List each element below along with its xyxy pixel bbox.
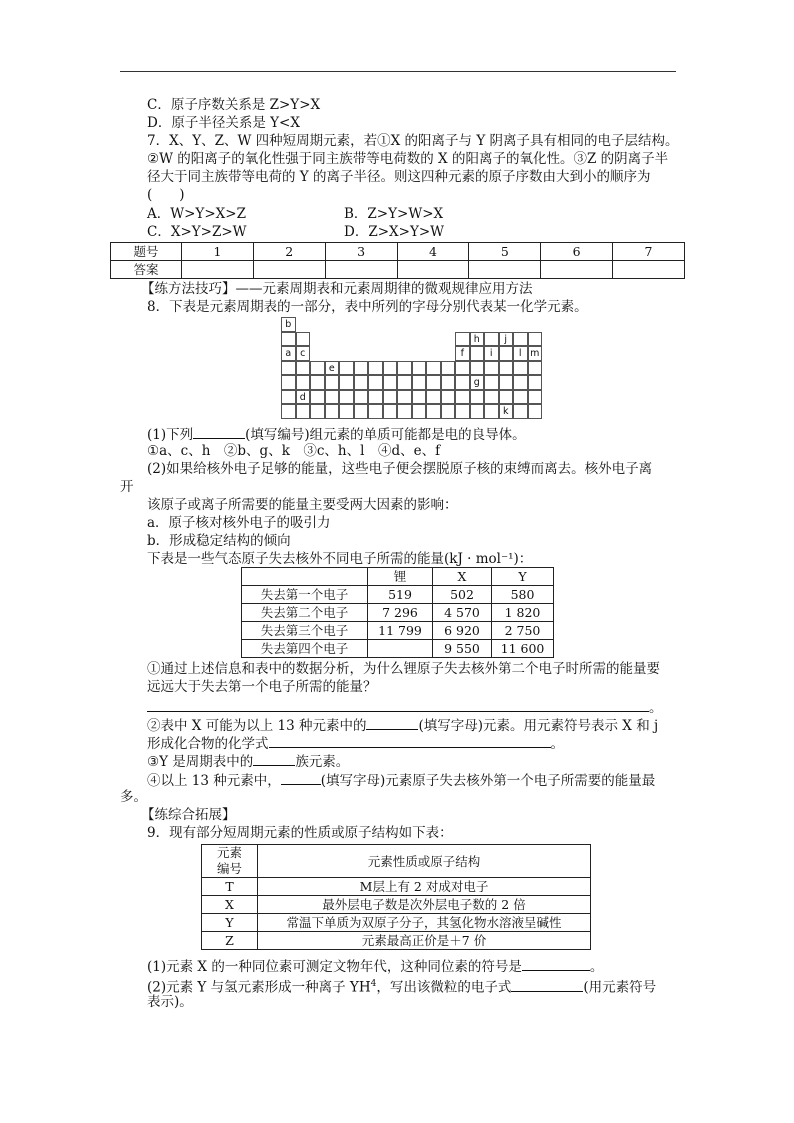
table-cell: M层上有 2 对成对电子 bbox=[258, 878, 591, 896]
table-row bbox=[242, 568, 554, 586]
element-cell bbox=[484, 404, 499, 419]
q8-table-intro: 下表是一些气态原子失去核外不同电子所需的能量(kJ · mol⁻¹)： bbox=[147, 551, 533, 567]
answer-row-label: 答案 bbox=[111, 261, 182, 279]
table-cell: 失去第二个电子 bbox=[242, 604, 368, 622]
answer-table-header-cell: 2 bbox=[253, 243, 325, 261]
table-cell: 6 920 bbox=[433, 622, 492, 640]
q8-sub2-period: 。 bbox=[550, 736, 564, 752]
element-cell bbox=[499, 346, 514, 361]
element-cell bbox=[528, 375, 543, 390]
element-property-table bbox=[201, 844, 591, 950]
element-cell-h: h bbox=[470, 332, 485, 347]
q8-factor-b: b．形成稳定结构的倾向 bbox=[147, 533, 291, 549]
element-cell bbox=[368, 375, 383, 390]
header-number-label: 编号 bbox=[216, 861, 242, 876]
element-cell bbox=[513, 375, 528, 390]
table-row bbox=[202, 896, 591, 914]
element-cell bbox=[325, 390, 340, 405]
q7-line3: 径大于同主族带等电荷的 Y 的离子半径。则这四种元素的原子序数由大到小的顺序为 bbox=[147, 169, 651, 185]
element-cell bbox=[368, 390, 383, 405]
element-cell-d: d bbox=[296, 390, 311, 405]
answer-cell[interactable] bbox=[541, 261, 613, 279]
q8-sub4-line2: 多。 bbox=[120, 789, 147, 805]
element-cell bbox=[281, 404, 296, 419]
q8-factor-a: a．原子核对核外电子的吸引力 bbox=[147, 515, 331, 531]
element-cell bbox=[513, 390, 528, 405]
answer-table-answer-row bbox=[111, 261, 685, 279]
q6-option-d: D．原子半径关系是 Y<X bbox=[147, 115, 300, 131]
element-cell bbox=[354, 361, 369, 376]
table-cell: 4 570 bbox=[433, 604, 492, 622]
element-cell bbox=[296, 404, 311, 419]
element-cell bbox=[441, 361, 456, 376]
element-cell bbox=[339, 390, 354, 405]
q8-sub2-line2 bbox=[147, 734, 564, 753]
element-cell bbox=[484, 375, 499, 390]
element-cell bbox=[281, 375, 296, 390]
table-cell: Z bbox=[202, 932, 258, 950]
element-cell bbox=[354, 404, 369, 419]
table-row bbox=[202, 878, 591, 896]
answer-cell[interactable] bbox=[182, 261, 254, 279]
element-cell bbox=[455, 390, 470, 405]
element-cell bbox=[281, 361, 296, 376]
table-row bbox=[242, 586, 554, 604]
q9-part1-text: (1)元素 X 的一种同位素可测定文物年代，这种同位素的符号是 bbox=[147, 959, 522, 975]
q8-sub2-blank-letter[interactable] bbox=[366, 716, 418, 730]
q8-sub2-blank-formula[interactable] bbox=[269, 734, 551, 748]
q8-intro: 8．下表是元素周期表的一部分，表中所列的字母分别代表某一化学元素。 bbox=[147, 299, 588, 315]
element-cell bbox=[528, 404, 543, 419]
q7-option-a: A．W>Y>X>Z bbox=[147, 206, 246, 222]
q9-part2-line1 bbox=[147, 976, 656, 997]
element-cell bbox=[310, 361, 325, 376]
q9-part2-blank[interactable] bbox=[511, 978, 583, 992]
q8-sub1-period: 。 bbox=[649, 700, 663, 716]
section-extension-heading: 【练综合拓展】 bbox=[141, 807, 236, 823]
element-cell bbox=[281, 332, 296, 347]
q8-sub2-formula-label: 形成化合物的化学式 bbox=[147, 736, 269, 752]
q9-intro: 9．现有部分短周期元素的性质或原子结构如下表： bbox=[147, 825, 453, 841]
q9-part2-text: (2)元素 Y 与氢元素形成一种离子 YH bbox=[147, 979, 371, 996]
element-cell bbox=[325, 404, 340, 419]
element-cell bbox=[325, 375, 340, 390]
element-cell bbox=[383, 404, 398, 419]
element-cell bbox=[339, 404, 354, 419]
answer-cell[interactable] bbox=[469, 261, 541, 279]
q7-line2: ②W 的阳离子的氧化性强于同主族带等电荷数的 X 的阳离子的氧化性。③Z 的阴离子半 bbox=[147, 151, 669, 167]
q8-part1 bbox=[147, 425, 526, 444]
answer-cell[interactable] bbox=[253, 261, 325, 279]
q7-option-c: C．X>Y>Z>W bbox=[147, 224, 247, 240]
element-cell bbox=[470, 404, 485, 419]
table-cell: 519 bbox=[368, 586, 433, 604]
table-row bbox=[242, 622, 554, 640]
answer-table-header-cell: 5 bbox=[469, 243, 541, 261]
element-cell bbox=[281, 390, 296, 405]
element-cell bbox=[513, 332, 528, 347]
q8-sub1-answer-line bbox=[147, 698, 663, 717]
q8-sub2-suffix: (填写字母)元素。用元素符号表示 X 和 j bbox=[418, 718, 659, 734]
element-cell bbox=[528, 361, 543, 376]
q9-part2-line2: 表示)。 bbox=[147, 994, 193, 1010]
table-cell: 502 bbox=[433, 586, 492, 604]
element-cell bbox=[426, 390, 441, 405]
element-cell bbox=[397, 404, 412, 419]
q8-sub1-line1: ①通过上述信息和表中的数据分析，为什么锂原子失去核外第二个电子时所需的能量要 bbox=[147, 661, 660, 677]
q7-option-d: D．Z>X>Y>W bbox=[344, 224, 445, 240]
q9-part2-electron-formula: ，写出该微粒的电子式 bbox=[376, 979, 512, 996]
q8-sub4-prefix: ④以上 13 种元素中， bbox=[147, 773, 281, 789]
element-cell-k: k bbox=[499, 404, 514, 419]
table-header-cell: X bbox=[433, 568, 492, 586]
element-cell bbox=[383, 375, 398, 390]
element-cell bbox=[484, 361, 499, 376]
q8-sub3-blank[interactable] bbox=[253, 752, 295, 766]
q8-sub4-suffix: (填写字母)元素原子失去核外第一个电子所需要的能量最 bbox=[320, 773, 656, 789]
element-cell bbox=[310, 390, 325, 405]
table-cell: 1 820 bbox=[492, 604, 554, 622]
table-cell: T bbox=[202, 878, 258, 896]
element-cell bbox=[397, 375, 412, 390]
q9-part1-period: 。 bbox=[589, 959, 604, 975]
q8-sub2-prefix: ②表中 X 可能为以上 13 种元素中的 bbox=[147, 718, 367, 734]
element-cell bbox=[383, 361, 398, 376]
ionization-energy-table bbox=[241, 567, 554, 658]
element-cell bbox=[484, 332, 499, 347]
element-cell bbox=[368, 361, 383, 376]
element-cell bbox=[397, 390, 412, 405]
element-cell bbox=[513, 404, 528, 419]
element-cell bbox=[470, 390, 485, 405]
table-header-cell bbox=[242, 568, 368, 586]
element-cell-b: b bbox=[281, 317, 296, 332]
answer-cell[interactable] bbox=[325, 261, 397, 279]
element-cell bbox=[441, 375, 456, 390]
element-cell bbox=[455, 332, 470, 347]
element-cell-i: i bbox=[484, 346, 499, 361]
element-cell bbox=[455, 361, 470, 376]
element-cell bbox=[354, 390, 369, 405]
table-cell: 最外层电子数是次外层电子数的 2 倍 bbox=[258, 896, 591, 914]
element-cell bbox=[412, 361, 427, 376]
q9-part2-note: (用元素符号 bbox=[583, 979, 657, 996]
table-row bbox=[202, 932, 591, 950]
q8-sub1-blank[interactable] bbox=[147, 698, 649, 712]
table-header-cell: Y bbox=[492, 568, 554, 586]
table-header-cell bbox=[202, 845, 258, 878]
element-cell bbox=[412, 404, 427, 419]
element-cell bbox=[470, 346, 485, 361]
element-cell bbox=[310, 375, 325, 390]
table-cell bbox=[368, 640, 433, 658]
answer-table-header-cell: 3 bbox=[325, 243, 397, 261]
q6-option-c: C．原子序数关系是 Z>Y>X bbox=[147, 97, 321, 113]
table-header-cell: 元素性质或原子结构 bbox=[258, 845, 591, 878]
table-cell: 11 600 bbox=[492, 640, 554, 658]
element-cell-j: j bbox=[499, 332, 514, 347]
element-cell-a: a bbox=[281, 346, 296, 361]
answer-table-header-row bbox=[111, 243, 685, 261]
table-row bbox=[242, 604, 554, 622]
answer-table-header-cell: 题号 bbox=[111, 243, 182, 261]
table-row bbox=[242, 640, 554, 658]
q7-line1: 7．X、Y、Z、W 四种短周期元素，若①X 的阳离子与 Y 阴离子具有相同的电子层结构。 bbox=[147, 133, 679, 149]
element-cell-g: g bbox=[470, 375, 485, 390]
q8-sub2-line1 bbox=[147, 716, 658, 735]
q8-part1-blank[interactable] bbox=[193, 425, 245, 439]
answer-cell[interactable] bbox=[397, 261, 469, 279]
element-cell bbox=[484, 390, 499, 405]
q8-part1-suffix: (填写编号)组元素的单质可能都是电的良导体。 bbox=[245, 427, 526, 443]
element-cell-m: m bbox=[528, 346, 543, 361]
q8-sub1-line2: 远远大于失去第一个电子所需的能量？ bbox=[147, 679, 377, 695]
section-method-heading: 【练方法技巧】——元素周期表和元素周期律的微观规律应用方法 bbox=[141, 281, 533, 297]
element-cell-c: c bbox=[296, 346, 311, 361]
answer-table-header-cell: 6 bbox=[541, 243, 613, 261]
element-cell bbox=[296, 361, 311, 376]
element-cell bbox=[426, 404, 441, 419]
element-cell bbox=[455, 404, 470, 419]
element-cell bbox=[426, 361, 441, 376]
table-cell: 7 296 bbox=[368, 604, 433, 622]
q8-sub4-line1 bbox=[147, 771, 655, 790]
element-cell-f: f bbox=[455, 346, 470, 361]
element-cell bbox=[528, 390, 543, 405]
element-cell bbox=[426, 375, 441, 390]
element-cell bbox=[499, 361, 514, 376]
table-cell: 580 bbox=[492, 586, 554, 604]
element-cell bbox=[310, 404, 325, 419]
element-cell bbox=[354, 375, 369, 390]
q7-option-b: B．Z>Y>W>X bbox=[344, 206, 444, 222]
table-cell: 11 799 bbox=[368, 622, 433, 640]
table-cell: 失去第四个电子 bbox=[242, 640, 368, 658]
q8-sub3-prefix: ③Y 是周期表中的 bbox=[147, 754, 254, 770]
header-element-label: 元素 bbox=[216, 845, 242, 860]
element-cell bbox=[397, 361, 412, 376]
element-cell bbox=[441, 390, 456, 405]
answer-table bbox=[110, 242, 685, 279]
table-cell: X bbox=[202, 896, 258, 914]
table-row bbox=[202, 845, 591, 878]
table-cell: 失去第三个电子 bbox=[242, 622, 368, 640]
table-cell: 元素最高正价是＋7 价 bbox=[258, 932, 591, 950]
q8-sub3 bbox=[147, 752, 349, 771]
q8-sub4-blank[interactable] bbox=[281, 771, 321, 785]
answer-table-header-cell: 7 bbox=[613, 243, 685, 261]
q9-part2-superscript: 4 bbox=[370, 979, 377, 989]
element-cell bbox=[296, 375, 311, 390]
element-cell bbox=[513, 361, 528, 376]
table-row bbox=[202, 914, 591, 932]
q8-part2-line1: (2)如果给核外电子足够的能量，这些电子便会摆脱原子核的束缚而离去。核外电子离 bbox=[147, 461, 653, 477]
q8-part1-options: ①a、c、h ②b、g、k ③c、h、l ④d、e、f bbox=[147, 443, 441, 459]
answer-cell[interactable] bbox=[613, 261, 685, 279]
q7-paren: ( ) bbox=[147, 187, 185, 203]
element-cell bbox=[412, 390, 427, 405]
table-cell: 9 550 bbox=[433, 640, 492, 658]
table-cell: 2 750 bbox=[492, 622, 554, 640]
periodic-table-fragment bbox=[281, 317, 542, 419]
element-cell bbox=[470, 361, 485, 376]
table-cell: 失去第一个电子 bbox=[242, 586, 368, 604]
element-cell-e: e bbox=[325, 361, 340, 376]
element-cell bbox=[528, 332, 543, 347]
answer-table-header-cell: 4 bbox=[397, 243, 469, 261]
element-cell bbox=[455, 375, 470, 390]
element-cell bbox=[339, 361, 354, 376]
table-header-cell: 锂 bbox=[368, 568, 433, 586]
element-cell-l: l bbox=[513, 346, 528, 361]
q8-part2-line3: 该原子或离子所需要的能量主要受两大因素的影响： bbox=[147, 497, 458, 513]
element-cell bbox=[339, 375, 354, 390]
table-cell: 常温下单质为双原子分子，其氢化物水溶液呈碱性 bbox=[258, 914, 591, 932]
element-cell bbox=[383, 390, 398, 405]
q8-part1-prefix: (1)下列 bbox=[147, 427, 194, 443]
answer-table-header-cell: 1 bbox=[182, 243, 254, 261]
element-cell bbox=[296, 332, 311, 347]
element-cell bbox=[368, 404, 383, 419]
table-cell: Y bbox=[202, 914, 258, 932]
q8-part2-line2: 开 bbox=[120, 479, 134, 495]
element-cell bbox=[499, 390, 514, 405]
element-cell bbox=[412, 375, 427, 390]
q9-part1 bbox=[147, 957, 603, 976]
q8-sub3-suffix: 族元素。 bbox=[295, 754, 350, 770]
element-cell bbox=[499, 375, 514, 390]
element-cell bbox=[441, 404, 456, 419]
header-rule bbox=[120, 71, 676, 72]
q9-part1-blank[interactable] bbox=[522, 957, 590, 971]
